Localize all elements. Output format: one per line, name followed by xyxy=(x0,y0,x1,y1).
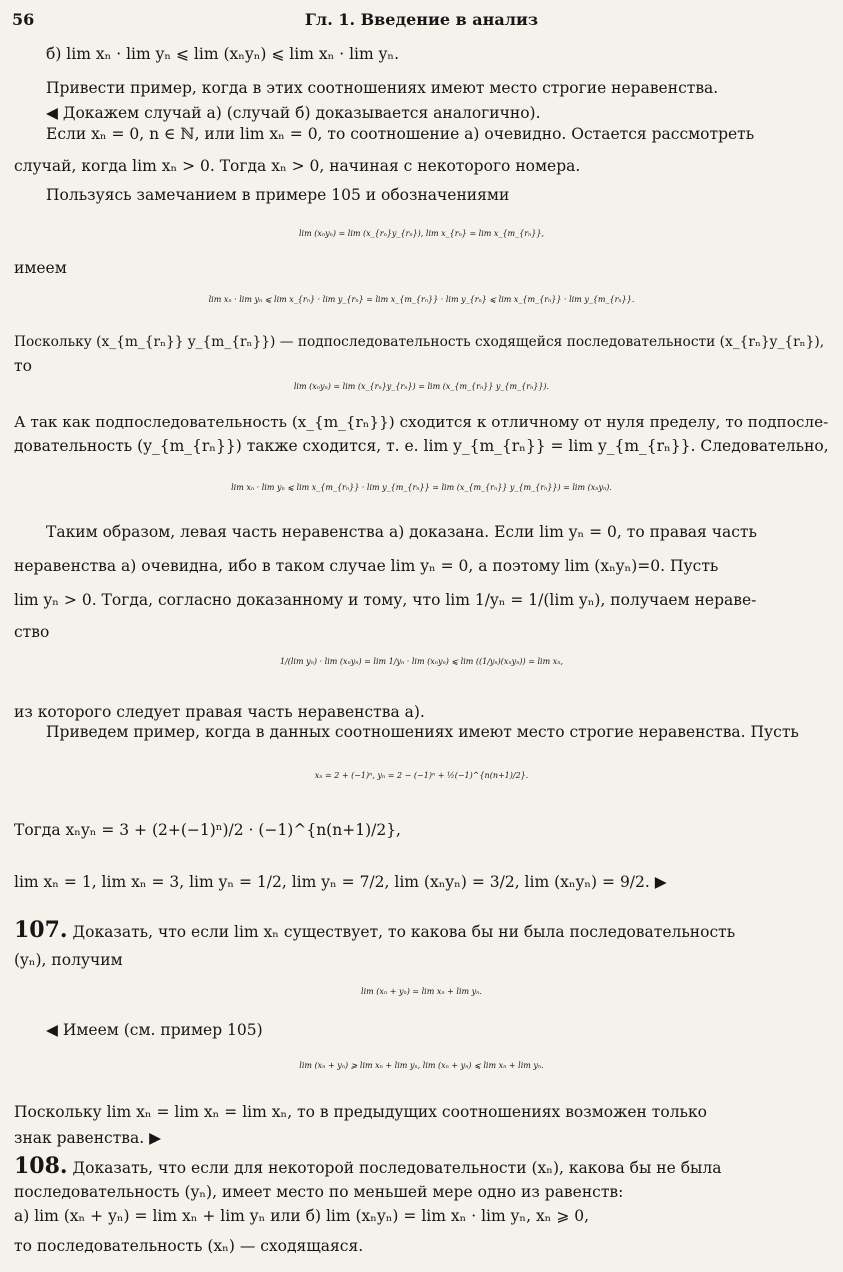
text-line-l12: lim (xₙyₙ) = lim (x_{rₙ}y_{rₙ}) = lim (x_{m_{rₙ}} y_{m_{rₙ}}). xyxy=(293,382,550,391)
text-line-l09: lim xₙ · lim yₙ ⩽ lim x_{rₙ} · lim y_{rₙ} = lim x_{m_{rₙ}} · lim y_{rₙ} ⩽ lim x_{m_{rₙ}} · lim y_{m_{rₙ}}. xyxy=(208,295,635,304)
text-line-l11: то xyxy=(14,357,32,375)
problem-107-statement: Доказать, что если lim xₙ существует, то какова бы ни была последовательность xyxy=(72,923,736,941)
text-line-l16: Таким образом, левая часть неравенства а) доказана. Если lim yₙ = 0, то правая часть xyxy=(46,523,757,541)
problem-107-proof-formula: lim (xₙ + yₙ) ⩾ lim xₙ + lim yₙ, lim (xₙ + yₙ) ⩽ lim xₙ + lim yₙ. xyxy=(299,1061,544,1070)
text-line-l19: ство xyxy=(14,623,50,641)
text-line-l15: lim xₙ · lim yₙ ⩽ lim x_{m_{rₙ}} · lim y_{m_{rₙ}} = lim (x_{m_{rₙ}} y_{m_{rₙ}}) = lim (xₙyₙ). xyxy=(231,483,612,492)
problem-107-conclusion-1: Поскольку lim xₙ = lim xₙ = lim xₙ, то в предыдущих соотношениях возможен только xyxy=(14,1103,708,1121)
chapter-title: Гл. 1. Введение в анализ xyxy=(304,10,539,29)
text-line-l18: lim yₙ > 0. Тогда, согласно доказанному и тому, что lim 1/yₙ = 1/(lim yₙ), получаем нераве- xyxy=(14,591,757,609)
text-line-l08: имеем xyxy=(14,259,67,277)
problem-108-statement: Доказать, что если для некоторой последовательности (xₙ), какова бы не была xyxy=(72,1159,722,1177)
text-line-l07: lim (xₙyₙ) = lim (x_{rₙ}y_{rₙ}), lim x_{rₙ} = lim x_{m_{rₙ}}, xyxy=(299,229,544,238)
text-line-l21: из которого следует правая часть неравенства а). xyxy=(14,703,425,721)
text-line-l10: Поскольку (x_{m_{rₙ}} y_{m_{rₙ}}) — подпоследовательность сходящейся последовательности (x_{rₙ}y_{rₙ}), xyxy=(14,334,825,350)
text-line-l05: случай, когда lim xₙ > 0. Тогда xₙ > 0, начиная с некоторого номера. xyxy=(14,157,581,175)
text-line-l24: Тогда xₙyₙ = 3 + (2+(−1)ⁿ)/2 · (−1)^{n(n+1)/2}, xyxy=(14,821,401,839)
problem-107-formula: lim (xₙ + yₙ) = lim xₙ + lim yₙ. xyxy=(361,987,482,996)
text-line-l03: ◀ Докажем случай а) (случай б) доказывается аналогично). xyxy=(46,104,541,122)
problem-107-proof-intro: ◀ Имеем (см. пример 105) xyxy=(46,1021,263,1039)
problem-107-line-1 xyxy=(14,917,736,943)
text-line-l23: xₙ = 2 + (−1)ⁿ, yₙ = 2 − (−1)ⁿ + ½(−1)^{n(n+1)/2}. xyxy=(314,771,529,780)
text-line-l01: б) lim xₙ · lim yₙ ⩽ lim (xₙyₙ) ⩽ lim xₙ · lim yₙ. xyxy=(46,45,399,63)
text-line-l22: Приведем пример, когда в данных соотношениях имеют место строгие неравенства. Пусть xyxy=(46,723,799,741)
problem-107-number: 107. xyxy=(14,917,68,943)
problem-107-conclusion-2: знак равенства. ▶ xyxy=(14,1129,162,1147)
text-line-l04: Если xₙ = 0, n ∈ ℕ, или lim xₙ = 0, то соотношение а) очевидно. Остается рассмотреть xyxy=(46,125,755,143)
problem-108-line-3: а) lim (xₙ + yₙ) = lim xₙ + lim yₙ или б) lim (xₙyₙ) = lim xₙ · lim yₙ, xₙ ⩾ 0, xyxy=(14,1207,590,1225)
text-line-l13: А так как подпоследовательность (x_{m_{rₙ}}) сходится к отличному от нуля пределу, то подпосле- xyxy=(14,413,829,431)
problem-107-line-2: (yₙ), получим xyxy=(14,951,123,969)
page-number: 56 xyxy=(12,10,35,29)
text-line-l20: 1/(lim yₙ) · lim (xₙyₙ) = lim 1/yₙ · lim (xₙyₙ) ⩽ lim ((1/yₙ)(xₙyₙ)) = lim xₙ, xyxy=(279,657,564,666)
text-line-l25: lim xₙ = 1, lim xₙ = 3, lim yₙ = 1/2, lim yₙ = 7/2, lim (xₙyₙ) = 3/2, lim (xₙyₙ) = 9/2. ▶ xyxy=(14,873,667,891)
problem-108-line-4: то последовательность (xₙ) — сходящаяся. xyxy=(14,1237,364,1255)
problem-108-line-2: последовательность (yₙ), имеет место по меньшей мере одно из равенств: xyxy=(14,1183,624,1201)
text-line-l02: Привести пример, когда в этих соотношениях имеют место строгие неравенства. xyxy=(46,79,719,97)
text-line-l14: довательность (y_{m_{rₙ}}) также сходится, т. е. lim y_{m_{rₙ}} = lim y_{m_{rₙ}}. Следовательно, xyxy=(14,437,829,455)
problem-108-number: 108. xyxy=(14,1153,68,1179)
problem-108-line-1 xyxy=(14,1153,722,1179)
text-line-l06: Пользуясь замечанием в примере 105 и обозначениями xyxy=(46,186,510,204)
text-line-l17: неравенства а) очевидна, ибо в таком случае lim yₙ = 0, а поэтому lim (xₙyₙ)=0. Пусть xyxy=(14,557,719,575)
